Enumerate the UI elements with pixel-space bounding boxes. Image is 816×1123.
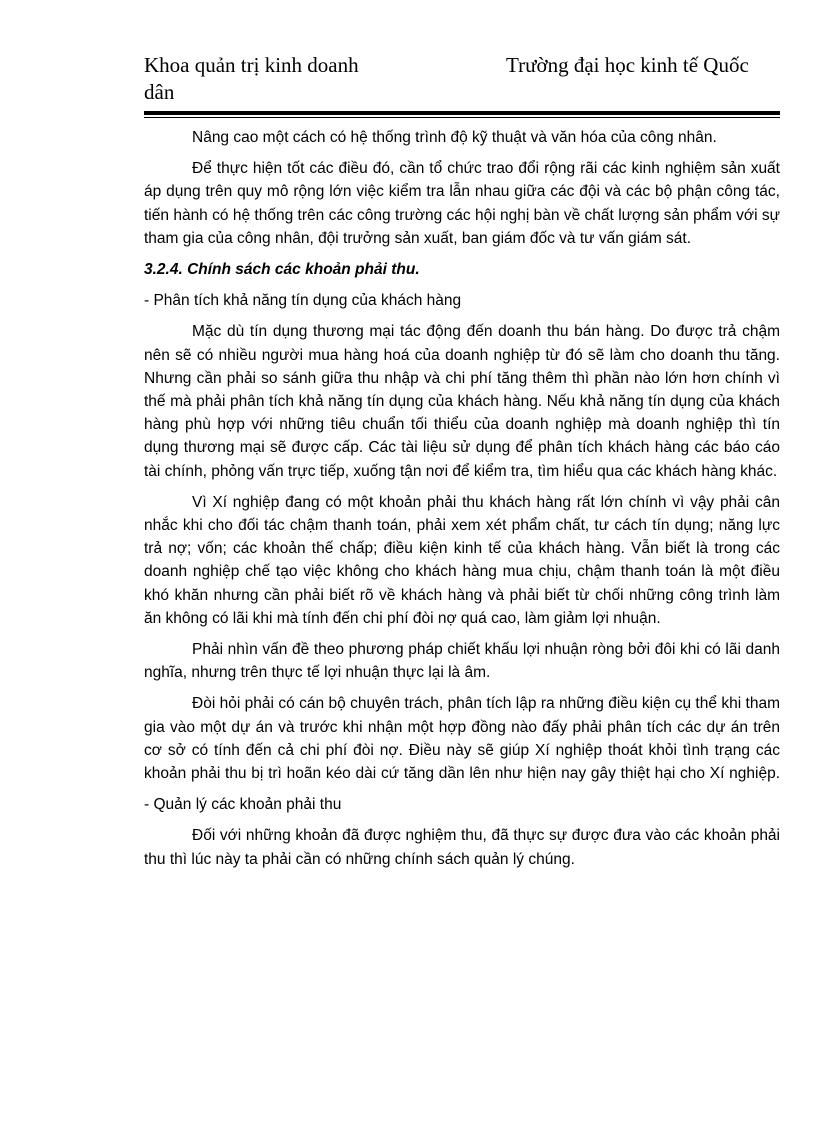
bullet-credit-analysis: - Phân tích khả năng tín dụng của khách hàng xyxy=(144,292,462,310)
header-university: Trường đại học kinh tế Quốc xyxy=(506,53,749,77)
paragraph-7: Đối với những khoản đã được nghiệm thu, đã thực sự được đưa vào các khoản phải thu thì lúc này ta phải cần có những chính sách quản lý chúng. xyxy=(144,827,780,868)
paragraph-6: Đòi hỏi phải có cán bộ chuyên trách, phân tích lập ra những điều kiện cụ thể khi tham gia vào một dự án và trước khi nhận một hợp đồng nào đấy phải phân tích các dự án trên cơ sở có tính đến cả chi phí đòi nợ. Điều này sẽ giúp Xí nghiệp thoát khỏi tình trạng các khoản phải thu bị trì hoãn kéo dài cứ tăng dần lên như hiện nay gây thiệt hại cho Xí nghiệp. xyxy=(144,695,780,783)
paragraph-3: Mặc dù tín dụng thương mại tác động đến doanh thu bán hàng. Do được trả chậm nên sẽ có nhiều người mua hàng hoá của doanh nghiệp từ đó sẽ làm cho doanh thu tăng. Nhưng cần phải so sánh giữa thu nhập và chi phí tăng thêm thì phần nào lớn hơn chính vì thế mà phải phân tích khả năng tín dụng của khách hàng. Nếu khả năng tín dụng của khách hàng phù hợp với những tiêu chuẩn tối thiểu của doanh nghiệp mà doanh nghiệp thì tín dụng thương mại sẽ được cấp. Các tài liệu sử dụng để phân tích khách hàng các báo cáo tài chính, phỏng vấn trực tiếp, xuống tận nơi để kiểm tra, tìm hiểu qua các khách hàng khác. xyxy=(144,323,780,480)
paragraph-5: Phải nhìn vấn đề theo phương pháp chiết khấu lợi nhuận ròng bởi đôi khi có lãi danh nghĩa, nhưng trên thực tế lợi nhuận thực lại là âm. xyxy=(144,641,780,682)
header-university-continuation: dân xyxy=(144,80,175,104)
header-rule-thick xyxy=(144,111,780,115)
paragraph-1: Nâng cao một cách có hệ thống trình độ kỹ thuật và văn hóa của công nhân. xyxy=(192,129,717,146)
header-rule-thin xyxy=(144,117,780,118)
document-body xyxy=(144,126,780,879)
bullet-receivables-management: - Quản lý các khoản phải thu xyxy=(144,796,342,814)
header-faculty: Khoa quản trị kinh doanh xyxy=(144,53,359,77)
paragraph-2: Để thực hiện tốt các điều đó, cần tổ chức trao đổi rộng rãi các kinh nghiệm sản xuất áp dụng trên quy mô rộng lớn việc kiểm tra lẫn nhau giữa các đội và các bộ phận công tác, tiến hành có hệ thống trên các công trường các hội nghị bàn về chất lượng sản phẩm với sự tham gia của công nhân, đội trưởng sản xuất, ban giám đốc và tư vấn giám sát. xyxy=(144,160,780,247)
paragraph-4: Vì Xí nghiệp đang có một khoản phải thu khách hàng rất lớn chính vì vậy phải cân nhắc khi cho đối tác chậm thanh toán, phải xem xét phẩm chất, tư cách tín dụng; năng lực trả nợ; vốn; các khoản thế chấp; điều kiện kinh tế của khách hàng. Vẫn biết là trong các doanh nghiệp chế tạo việc không cho khách hàng mua chịu, chậm thanh toán là một điều khó khăn nhưng cần phải biết rõ về khách hàng và phải biết từ chối những công trình làm ăn không có lãi khi mà tính đến chi phí đòi nợ quá cao, làm giảm lợi nhuận. xyxy=(144,493,780,627)
section-heading: 3.2.4. Chính sách các khoản phải thu. xyxy=(144,261,420,279)
